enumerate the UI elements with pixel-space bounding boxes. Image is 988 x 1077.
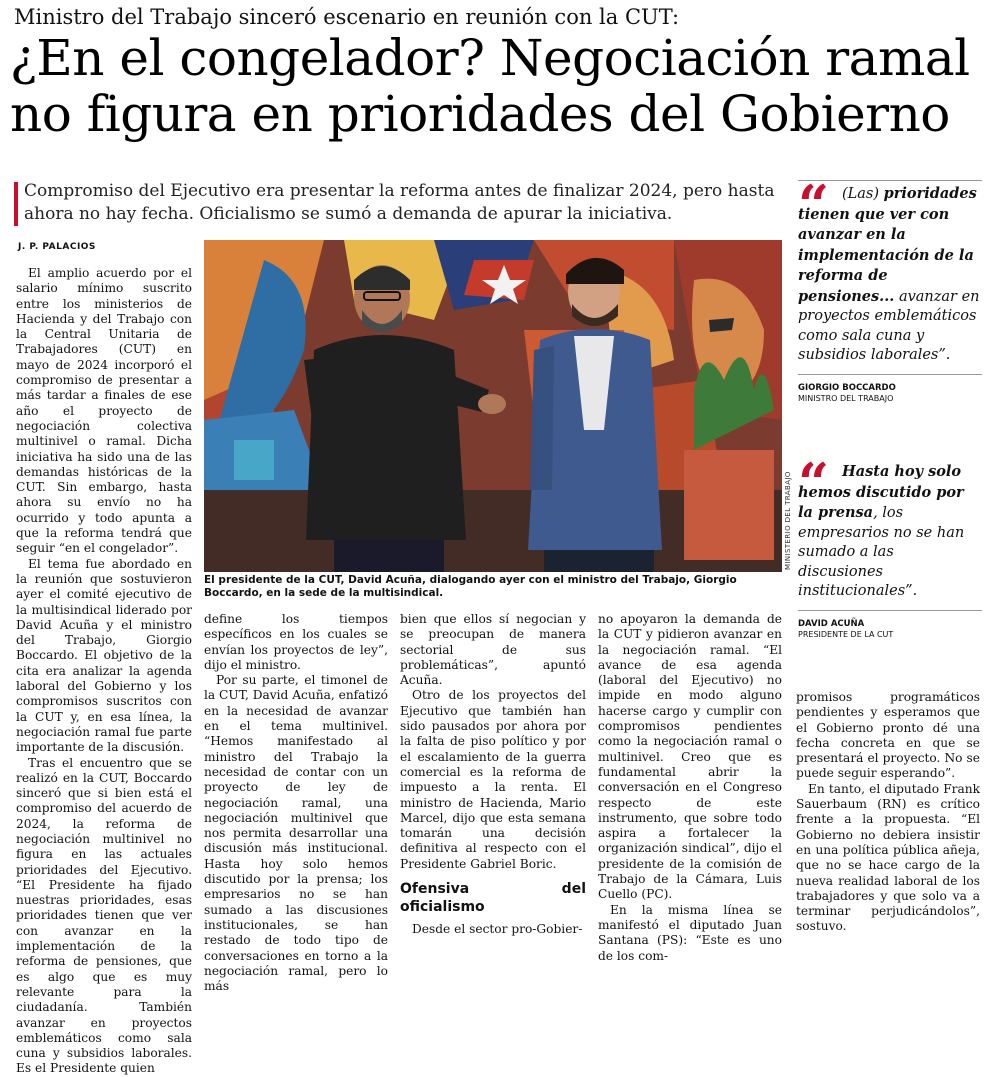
photo-caption: El presidente de la CUT, David Acuña, dialogando ayer con el ministro del Trabajo, Giorgio Boccardo, en la sede de la multisindical. xyxy=(204,574,737,599)
photo-illustration xyxy=(204,240,782,572)
paragraph: Otro de los proyectos del Ejecutivo que también han sido pausados por ahora por la falta de piso político y por el escalamiento de la guerra comercial es la reforma de impuesto a la renta. El ministro de Hacienda, Mario Marcel, dijo que esta semana tomarán una decisión definitiva al respecto con el Presidente Gabriel Boric. xyxy=(400,688,586,871)
paragraph: El amplio acuerdo por el salario mínimo suscrito entre los ministerios de Hacienda y del Trabajo con la Central Unitaria de Trabajadores (CUT) en mayo de 2024 incorporó el compromiso de presentar a más tardar a finales de ese año el proyecto de negociación colectiva multinivel o ramal. Dicha iniciativa ha sido una de las demandas históricas de la CUT. Sin embargo, hasta ahora su envío no ha ocurrido y todo apunta a que la reforma tendrá que seguir “en el congelador”. xyxy=(16,266,192,556)
deck: Compromiso del Ejecutivo era presentar la reforma antes de finalizar 2024, pero hasta ahora no hay fecha. Oficialismo se sumó a demanda de apurar la iniciativa. xyxy=(24,181,775,224)
paragraph: En la misma línea se manifestó el diputado Juan Santana (PS): “Este es uno de los com- xyxy=(598,902,782,963)
headline-line-1: ¿En el congelador? Negociación ramal xyxy=(10,29,970,87)
quote-attribution-role: MINISTRO DEL TRABAJO xyxy=(798,393,894,403)
article-photo xyxy=(204,240,782,572)
paragraph: no apoyaron la demanda de la CUT y pidieron avanzar en la negociación ramal. “El avance de esa agenda (laboral del Ejecutivo) no impide en modo alguno hacerse cargo y cumplir con compromisos pendientes como la negociación ramal o multinivel. Creo que es fundamental abrir la conversación en el Congreso respecto de este instrumento, que sobre todo aspira a fortalecer la organización sindical”, dijo el presidente de la comisión de Trabajo de la Cámara, Luis Cuello (PC). xyxy=(598,612,782,902)
quote-attribution-name: GIORGIO BOCCARDO xyxy=(798,374,982,394)
photo-credit: MINISTERIO DEL TRABAJO xyxy=(784,471,792,570)
paragraph: El tema fue abordado en la reunión que sostuvieron ayer el comité ejecutivo de la multisindical liderado por David Acuña y el ministro del Trabajo, Giorgio Boccardo. El objetivo de la cita era analizar la agenda laboral del Gobierno y los compromisos suscritos con la CUT y, en esa línea, la negociación ramal fue parte importante de la discusión. xyxy=(16,556,192,755)
quote-bold: Hasta hoy solo hemos discutido por la prensa xyxy=(798,463,964,521)
quote-mark-icon: “ xyxy=(798,173,830,237)
paragraph: bien que ellos sí negocian y se preocupan de manera sectorial de sus problemáticas”, apuntó Acuña. xyxy=(400,612,586,688)
byline: J. P. PALACIOS xyxy=(18,242,96,252)
quote-mark-icon: “ xyxy=(798,451,830,515)
deck-accent-bar xyxy=(14,182,18,226)
kicker: Ministro del Trabajo sinceró escenario en reunión con la CUT: xyxy=(14,5,680,29)
body-column-1 xyxy=(16,266,192,1077)
paragraph: En tanto, el diputado Frank Sauerbaum (RN) es crítico frente a la propuesta. “El Gobierno no debiera insistir en una política pública añeja, que no se hace cargo de la nueva realidad laboral de los trabajadores y que solo va a terminar perjudicándolos”, sostuvo. xyxy=(796,781,980,934)
subheading: Ofensiva del oficialismo xyxy=(400,881,586,916)
body-column-5 xyxy=(796,690,980,935)
quote-attribution-name: DAVID ACUÑA xyxy=(798,610,982,630)
paragraph: Por su parte, el timonel de la CUT, David Acuña, enfatizó en la necesidad de avanzar en el tema multinivel. “Hemos manifestado al ministro del Trabajo la necesidad de contar con un proyecto de ley de negociación ramal, una negociación multinivel que nos permita desarrollar una discusión más institucional. Hasta hoy solo hemos discutido por la prensa; los empresarios no se han sumado a las discusiones institucionales, se han restado de todo tipo de conversaciones en torno a la negociación ramal, pero lo más xyxy=(204,673,388,994)
paragraph: Desde el sector pro-Gobier- xyxy=(412,922,583,937)
paragraph: define los tiempos específicos en los cuales se envían los proyectos de ley”, dijo el ministro. xyxy=(204,612,388,672)
body-column-3 xyxy=(400,612,586,937)
headline-line-2: no figura en prioridades del Gobierno xyxy=(10,85,950,143)
pull-quote-2 xyxy=(798,451,982,640)
body-column-2 xyxy=(204,612,388,994)
headline xyxy=(10,30,980,142)
quote-lead: (Las) xyxy=(842,186,880,202)
paragraph: Tras el encuentro que se realizó en la CUT, Boccardo sinceró que si bien está el compromiso del acuerdo de 2024, la reforma de negociación multinivel no figura en las actuales prioridades del Ejecutivo. “El Presidente ha fijado nuestras prioridades, esas prioridades tienen que ver con avanzar en la implementación de la reforma de pensiones, que es algo que es muy relevante para la ciudadanía. También avanzar en proyectos emblemáticos como sala cuna y subsidios laborales. Es el Presidente quien xyxy=(16,755,192,1076)
pull-quote-1 xyxy=(798,173,982,404)
quote-rest: , los empresarios no se han sumado a las discusiones institucionales”. xyxy=(798,505,965,599)
quote-attribution-role: PRESIDENTE DE LA CUT xyxy=(798,629,894,639)
quote-bold: prioridades tienen que ver con avanzar en la implementación de la reforma de pensiones... xyxy=(798,185,977,305)
quote-rest: avanzar en proyectos emblemáticos como sala cuna y subsidios laborales”. xyxy=(798,288,980,363)
body-column-4 xyxy=(598,612,782,964)
paragraph: promisos programáticos pendientes y esperamos que el Gobierno pronto dé una fecha concreta en que se presentará el proyecto. No se puede seguir esperando”. xyxy=(796,690,980,781)
